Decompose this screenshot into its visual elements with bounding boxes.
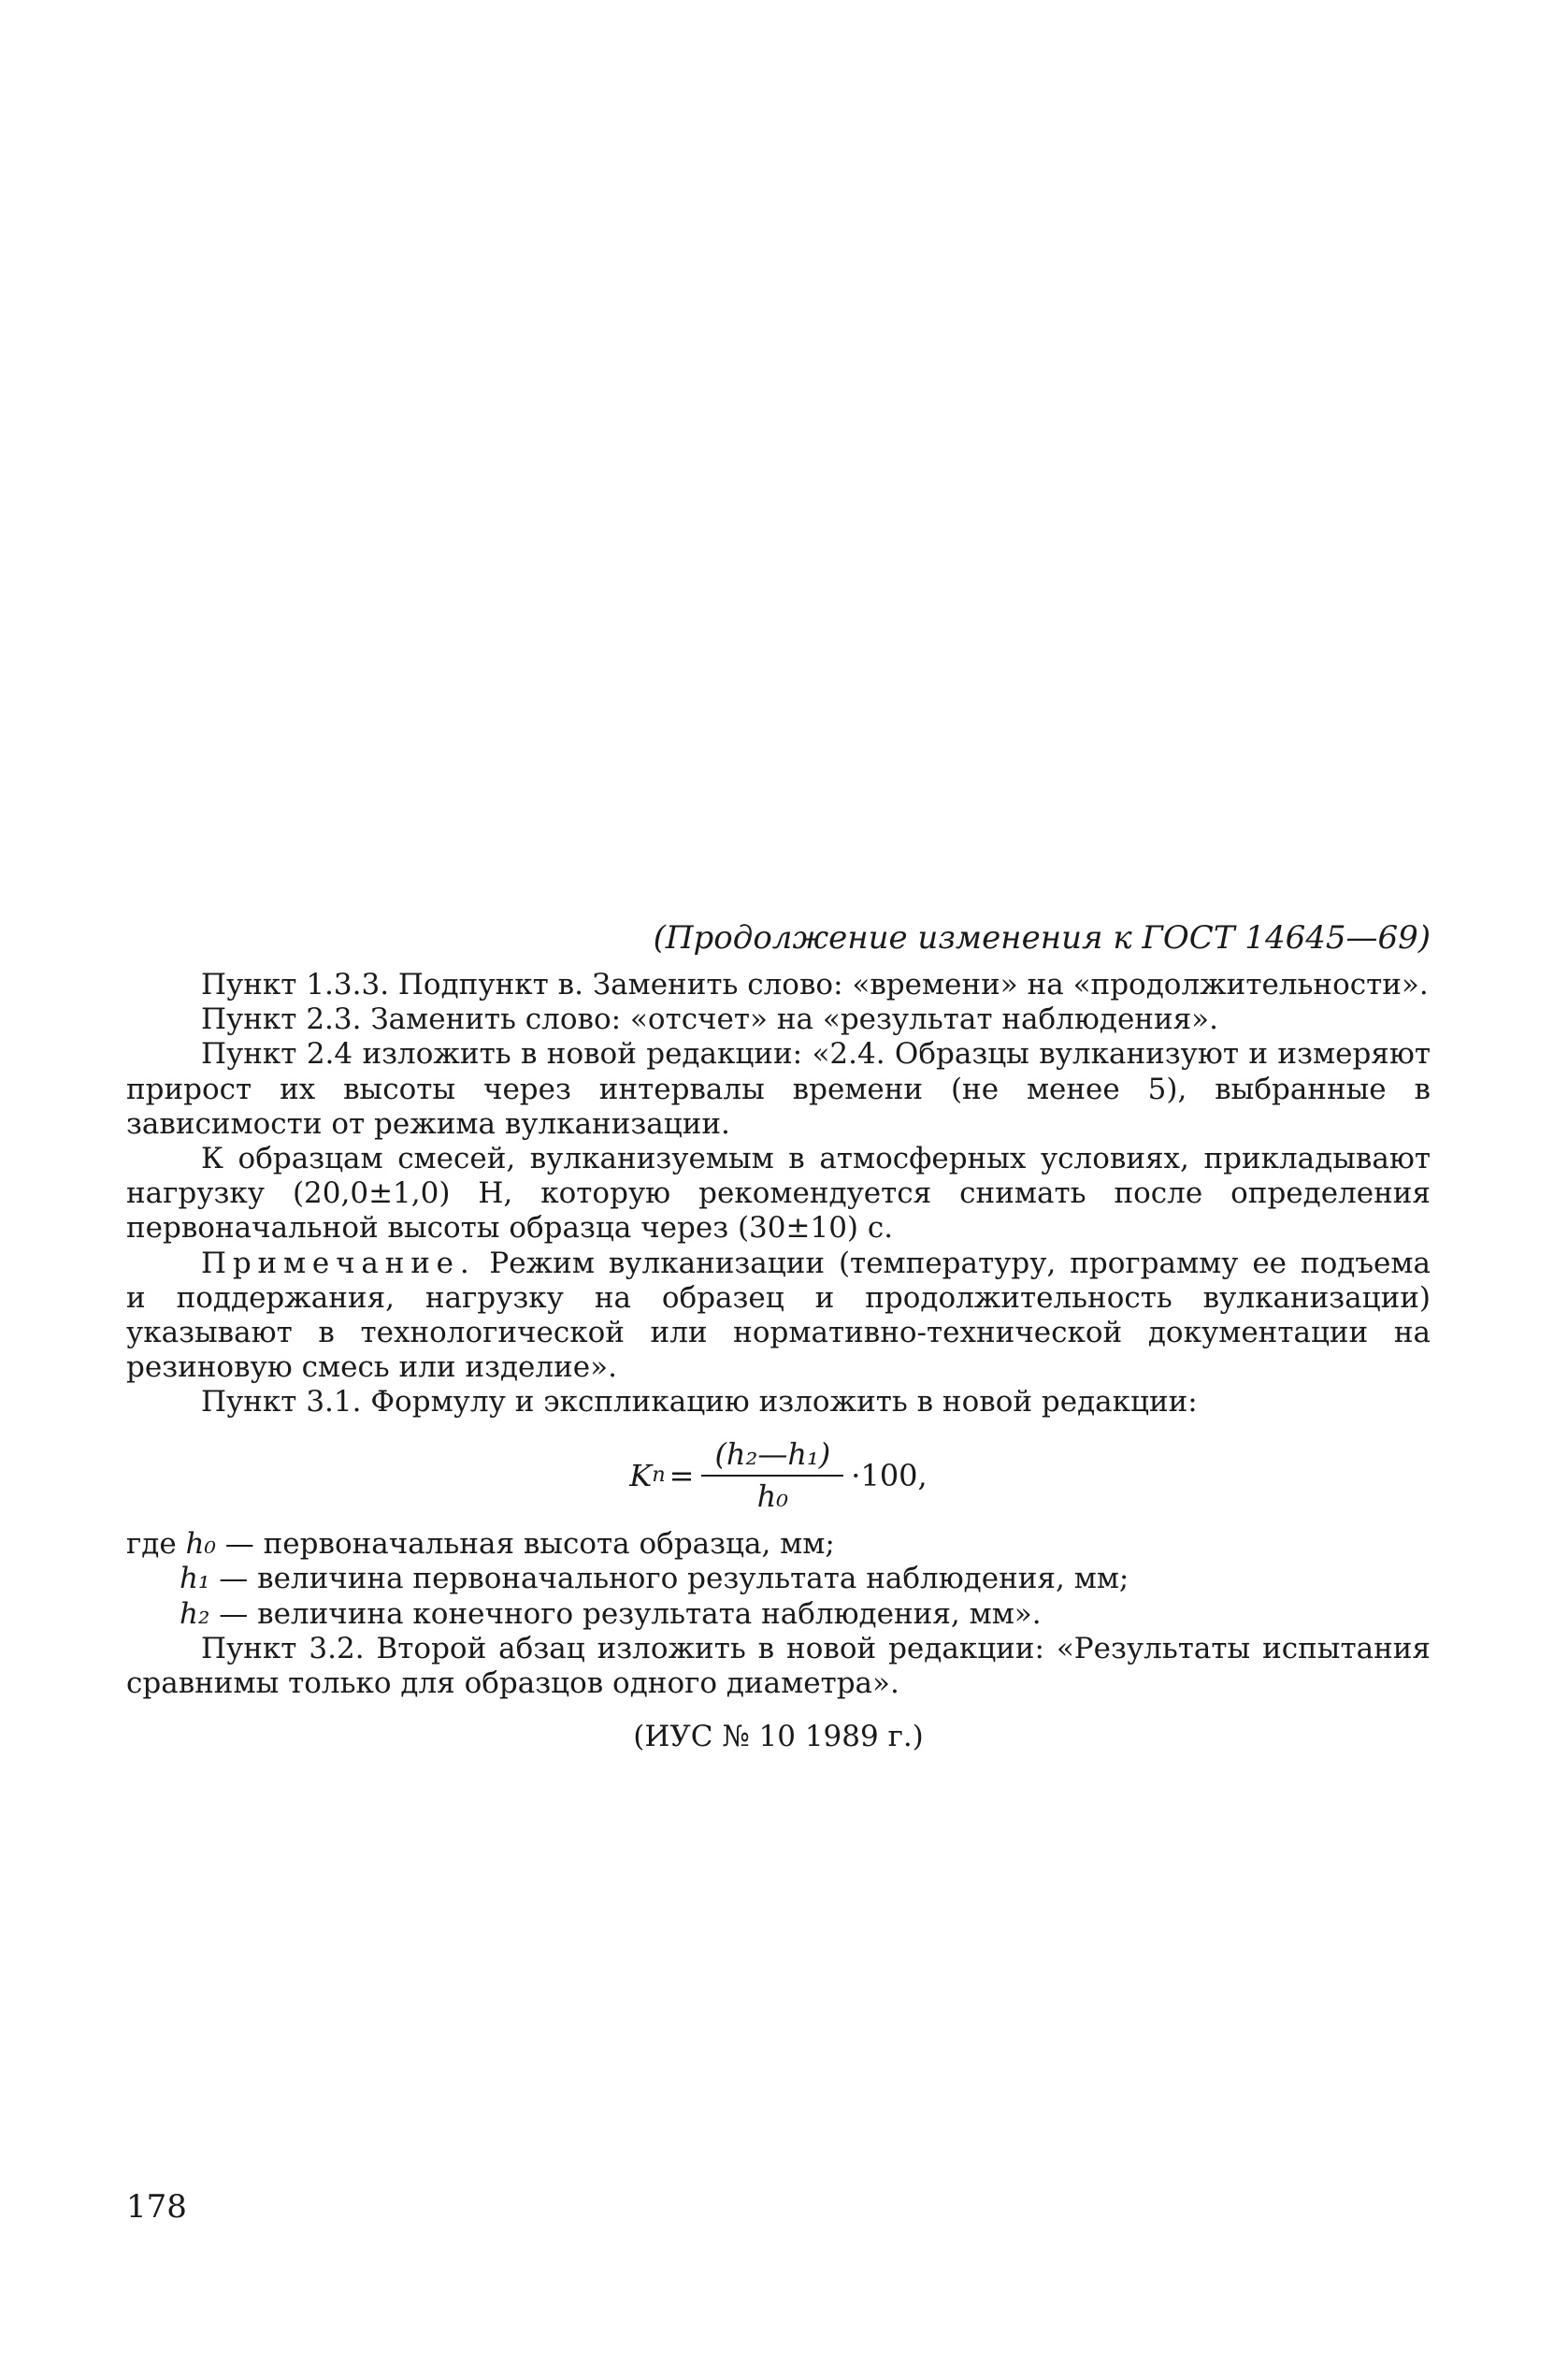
note-label: Примечание. [201,1246,476,1280]
explication [126,1527,1431,1632]
explication-symbol: h₁ [180,1562,210,1596]
formula-multiplier: ·100, [851,1457,928,1493]
page-header: (Продолжение изменения к ГОСТ 14645—69) [653,919,1431,957]
explication-text: — величина первоначального результата наблюдения, мм; [209,1562,1129,1596]
paragraph: К образцам смесей, вулканизуемым в атмосферных условиях, прикладывают нагрузку (20,0±1,0) Н, которую рекомендуется снимать после определения первоначальной высоты образца через (30±10) с. [126,1141,1431,1246]
paragraph: Пункт 2.4 изложить в новой редакции: «2.4. Образцы вулканизуют и измеряют прирост их высоты через интервалы времени (не менее 5), выбранные в зависимости от режима вулканизации. [126,1037,1431,1141]
explication-line [126,1562,1431,1596]
note-paragraph [126,1247,1431,1386]
formula-equals: = [669,1457,695,1493]
formula-lhs-sub: п [652,1463,666,1488]
paragraph: Пункт 2.3. Заменить слово: «отсчет» на «результат наблюдения». [201,1002,1218,1037]
explication-symbol: h₀ [185,1527,216,1562]
explication-text: — величина конечного результата наблюдения, мм». [209,1596,1042,1631]
formula-intro: Пункт 3.1. Формулу и экспликацию изложить в новой редакции: [201,1385,1198,1420]
explication-line [126,1527,1431,1562]
formula-block [126,1436,1431,1514]
formula-numerator: (h₂—h₁) [701,1436,843,1476]
explication-text: — первоначальная высота образца, мм; [215,1527,835,1562]
formula-lhs: K [629,1457,653,1493]
source-reference: (ИУС № 10 1989 г.) [633,1720,924,1754]
formula-denominator: h₀ [756,1478,789,1514]
note-text: Режим вулканизации (температуру, программу ее подъема и поддержания, нагрузку на образец и продолжительность вулканизации) указывают в технологической или нормативно-технической документации на резиновую смесь или изделие». [126,1246,1431,1385]
formula [629,1436,927,1514]
paragraph: Пункт 3.2. Второй абзац изложить в новой редакции: «Результаты испытания сравнимы только для образцов одного диаметра». [126,1631,1431,1700]
explication-prefix: где [126,1527,186,1562]
paragraph: Пункт 1.3.3. Подпункт в. Заменить слово: «времени» на «продолжительности». [201,968,1429,1002]
document-body [126,968,1431,1754]
explication-symbol: h₂ [180,1596,210,1631]
explication-line [126,1597,1431,1632]
formula-fraction [701,1436,843,1514]
page-number: 178 [126,2188,187,2226]
